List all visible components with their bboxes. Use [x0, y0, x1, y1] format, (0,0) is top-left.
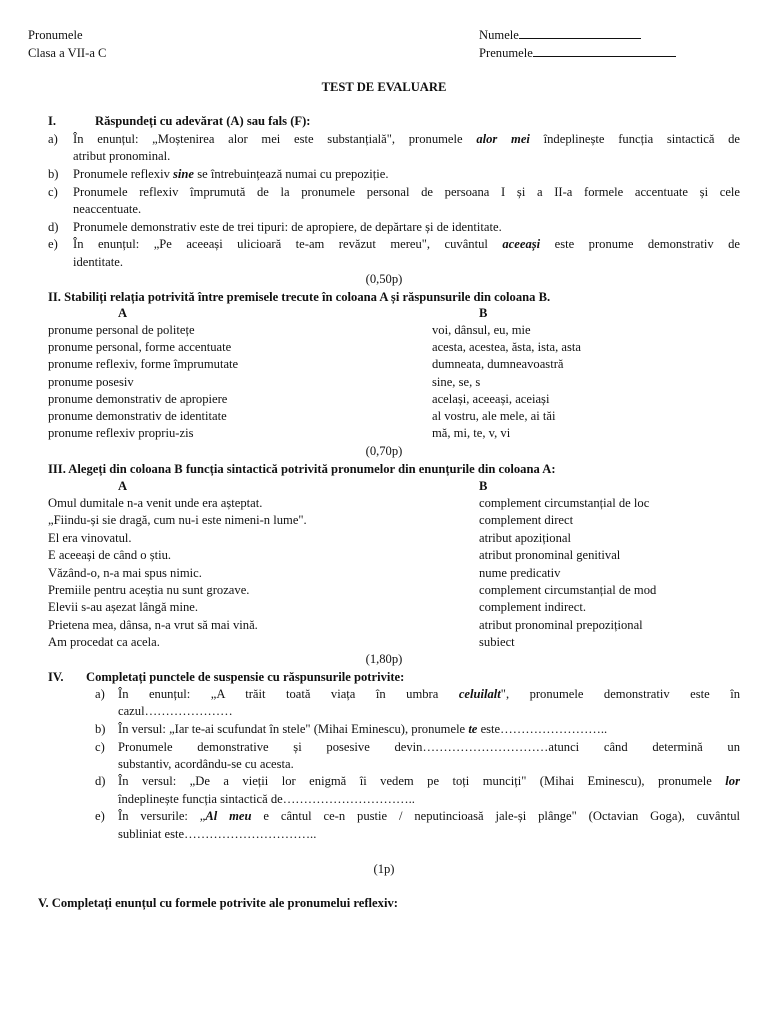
section3-row-answer: complement indirect.	[479, 600, 587, 615]
section1-item-e: În enunțul: „Pe aceeași ulicioară te-am revăzut mereu", cuvântul aceeași este pronume demonstrativ de	[73, 237, 740, 251]
section4-item-c-cont: substantiv, acordându-se cu acesta.	[118, 757, 294, 771]
section2-points: (0,70p)	[365, 444, 403, 458]
subject-label: Pronumele	[28, 28, 83, 42]
section4-item-e: În versurile: „Al meu e cântul ce-n pustie / neputincioasă jale-și plânge" (Octavian Goga), cuvântul	[118, 809, 741, 823]
section4-item-b[interactable]: În versul: „Iar te-ai scufundat în stele" (Mihai Eminescu), pronumele te este……………………..	[118, 722, 608, 736]
section4-number: IV.	[48, 670, 64, 684]
surname-blank[interactable]	[533, 47, 676, 57]
section4-item-d-blank[interactable]: îndeplinește funcția sintactică de…………………………..	[118, 792, 415, 806]
section1-item-c-cont: neaccentuate.	[73, 202, 142, 216]
section4-item-d: În versul: „De a vieții lor enigmă îi vedem pe toți munciți" (Mihai Eminescu), pronumele lor	[118, 774, 740, 788]
section2-row-premise: pronume reflexiv, forme împrumutate	[48, 357, 239, 372]
item-letter: e)	[95, 809, 105, 823]
name-blank[interactable]	[519, 29, 641, 39]
section1-item-c: Pronumele reflexiv împrumută de la pronumele personal de persoana I și a II-a formele accentuate și cele	[73, 185, 740, 199]
section2-row-answer: sine, se, s	[432, 374, 481, 389]
section2-row-answer: același, aceeași, aceiași	[432, 391, 550, 406]
section3-row-premise: „Fiindu-și sie dragă, cum nu-i este nimeni-n lume".	[48, 513, 307, 528]
section2-row-answer: dumneata, dumneavoastră	[432, 357, 564, 372]
section3-row-premise: Prietena mea, dânsa, n-a vrut să mai vină.	[48, 617, 258, 632]
section2-row-premise: pronume demonstrativ de apropiere	[48, 391, 228, 406]
section2-row-answer: al vostru, ale mele, ai tăi	[432, 409, 556, 423]
section3-row-answer: nume predicativ	[479, 565, 561, 580]
item-letter: a)	[95, 687, 105, 701]
section1-item-d: Pronumele demonstrativ este de trei tipuri: de apropiere, de depărtare și de identitate.	[73, 220, 502, 234]
item-letter: b)	[95, 722, 106, 736]
section4-heading: Completați punctele de suspensie cu răspunsurile potrivite:	[86, 670, 405, 684]
item-letter: c)	[95, 740, 105, 754]
section4-item-a-blank[interactable]: cazul…………………	[118, 704, 233, 718]
section3-row-answer: complement direct	[479, 513, 574, 528]
section2-row-premise: pronume demonstrativ de identitate	[48, 409, 227, 423]
section3-points: (1,80p)	[365, 652, 403, 666]
section1-item-a: În enunțul: „Moștenirea alor mei este substanțială", pronumele alor mei îndeplinește funcția sintactică de	[73, 132, 741, 146]
section3-col-a: A	[118, 479, 128, 493]
section3-row-premise: E aceeași de când o știu.	[48, 548, 172, 563]
section1-number: I.	[48, 114, 57, 128]
name-label: Numele	[479, 28, 519, 42]
section1-points: (0,50p)	[365, 272, 403, 286]
surname-label: Prenumele	[479, 46, 533, 60]
item-letter: c)	[48, 185, 58, 199]
section2-col-a: A	[118, 306, 128, 320]
section1-item-a-cont: atribut pronominal.	[73, 149, 171, 163]
section3-row-answer: atribut pronominal genitival	[479, 548, 621, 563]
section2-heading: II. Stabiliți relația potrivită între premisele trecute în coloana A și răspunsurile din coloana B.	[48, 290, 551, 304]
section3-row-answer: atribut apozițional	[479, 530, 571, 545]
item-letter: d)	[48, 220, 59, 234]
section4-item-e-blank[interactable]: subliniat este…………………………..	[118, 827, 317, 841]
section3-row-premise: El era vinovatul.	[48, 530, 132, 545]
item-letter: d)	[95, 774, 106, 788]
item-letter: b)	[48, 167, 59, 181]
section2-row-premise: pronume personal de politețe	[48, 323, 195, 337]
section3-row-answer: atribut pronominal prepozițional	[479, 617, 643, 632]
section2-col-b: B	[479, 306, 488, 320]
section2-row-premise: pronume reflexiv propriu-zis	[48, 426, 194, 441]
section2-row-premise: pronume personal, forme accentuate	[48, 340, 232, 355]
section4-points: (1p)	[373, 862, 395, 876]
section1-item-b: Pronumele reflexiv sine se întrebuințează numai cu prepoziție.	[73, 167, 389, 181]
section4-item-a: În enunțul: „A trăit toată viața în umbra celuilalt", pronumele demonstrativ este în	[118, 687, 740, 701]
section3-row-answer: complement circumstanțial de mod	[479, 583, 657, 597]
section2-row-answer: acesta, acestea, ăsta, ista, asta	[432, 340, 581, 355]
section3-row-premise: Premiile pentru aceștia nu sunt grozave.	[48, 583, 250, 597]
section3-heading: III. Alegeți din coloana B funcția sintactică potrivită pronumelor din enunțurile din coloana A:	[48, 462, 556, 476]
section2-row-premise: pronume posesiv	[48, 374, 134, 389]
section4-item-c[interactable]: Pronumele demonstrative și posesive devin…………………………atunci când determină un	[118, 740, 740, 754]
section1-heading: Răspundeți cu adevărat (A) sau fals (F):	[95, 114, 311, 128]
section2-row-answer: voi, dânsul, eu, mie	[432, 323, 531, 337]
section3-col-b: B	[479, 479, 488, 493]
section3-row-premise: Elevii s-au așezat lângă mine.	[48, 600, 199, 615]
class-label: Clasa a VII-a C	[28, 46, 107, 60]
item-letter: e)	[48, 237, 58, 251]
section5-heading: V. Completați enunțul cu formele potrivite ale pronumelui reflexiv:	[38, 896, 398, 910]
item-letter: a)	[48, 132, 58, 146]
section1-item-e-cont: identitate.	[73, 255, 124, 269]
section3-row-premise: Văzând-o, n-a mai spus nimic.	[48, 565, 202, 580]
surname-field[interactable]	[479, 46, 676, 61]
section3-row-answer: subiect	[479, 635, 515, 650]
section3-row-answer: complement circumstanțial de loc	[479, 496, 650, 510]
section3-row-premise: Am procedat ca acela.	[48, 635, 160, 650]
section3-row-premise: Omul dumitale n-a venit unde era așteptat.	[48, 496, 263, 510]
name-field[interactable]	[479, 28, 641, 43]
section2-row-answer: mă, mi, te, v, vi	[432, 426, 511, 441]
test-title: TEST DE EVALUARE	[321, 80, 447, 94]
